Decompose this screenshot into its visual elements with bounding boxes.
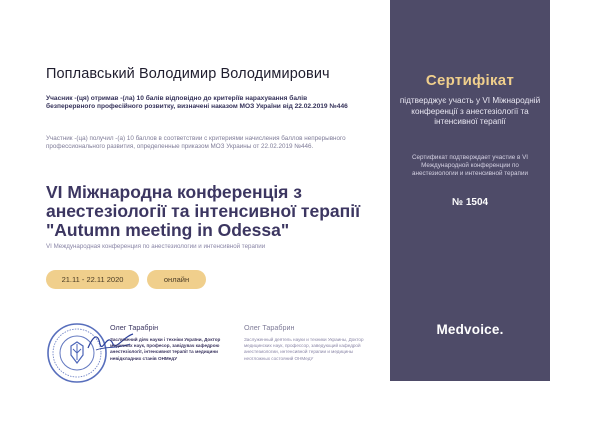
signatory-ua-name: Олег Тарабрін <box>110 323 159 332</box>
points-statement-ru: Участник -(ца) получил -(а) 10 баллов в соответствии с критериями начисления баллов непрерывного профессионального развития, определенные приказом МОЗ Украины от 22.02.2019 №446. <box>46 135 346 151</box>
signatory-ru-name: Олег Тарабрин <box>244 323 295 332</box>
signatory-ua <box>110 323 230 362</box>
signatory-ru-position: Заслуженный деятель науки и техники Украины, Доктор медицинских наук, профессор, заведующий кафедрой анестезиологии, интенсивной терапии и медицины неотложных состояний ОНМедУ <box>244 337 364 361</box>
recipient-name: Поплавський Володимир Володимирович <box>46 66 330 82</box>
conference-subtitle-ru: VI Международная конференция по анестезиологии и интенсивной терапии <box>46 243 266 250</box>
certificate-side-panel <box>390 0 550 381</box>
conference-title: VI Міжнародна конференція з анестезіології та інтенсивної терапії "Autumn meeting in Odessa" <box>46 182 361 240</box>
format-badge: онлайн <box>147 270 206 289</box>
certificate-number: № 1504 <box>451 197 489 208</box>
medvoice-logo: Medvoice. <box>436 322 504 337</box>
dates-badge: 21.11 - 22.11 2020 <box>46 270 139 289</box>
points-statement-ua: Учасник -(ця) отримав -(ла) 10 балів відповідно до критеріїв нарахування балів безперервного професійного розвитку, визначені наказом МОЗ України від 22.02.2019 №446 <box>46 95 348 111</box>
signatory-ua-position: Заслужений діяч науки і техніки України, Доктор медичних наук, професор, завідувач кафедрою анестезіології, інтенсивної терапії та медицини невідкладних станів ОНМедУ <box>110 337 221 361</box>
participation-confirmation-ua: підтверджує участь у VI Міжнародній конференції з анестезіології та інтенсивної терапії <box>399 96 541 126</box>
certificate-title: Сертифікат <box>425 72 515 89</box>
signatory-ru <box>244 323 364 362</box>
participation-confirmation-ru: Сертификат подтверждает участие в VI Международной конференции по анестезиологии и интенсивной терапии <box>411 154 529 177</box>
